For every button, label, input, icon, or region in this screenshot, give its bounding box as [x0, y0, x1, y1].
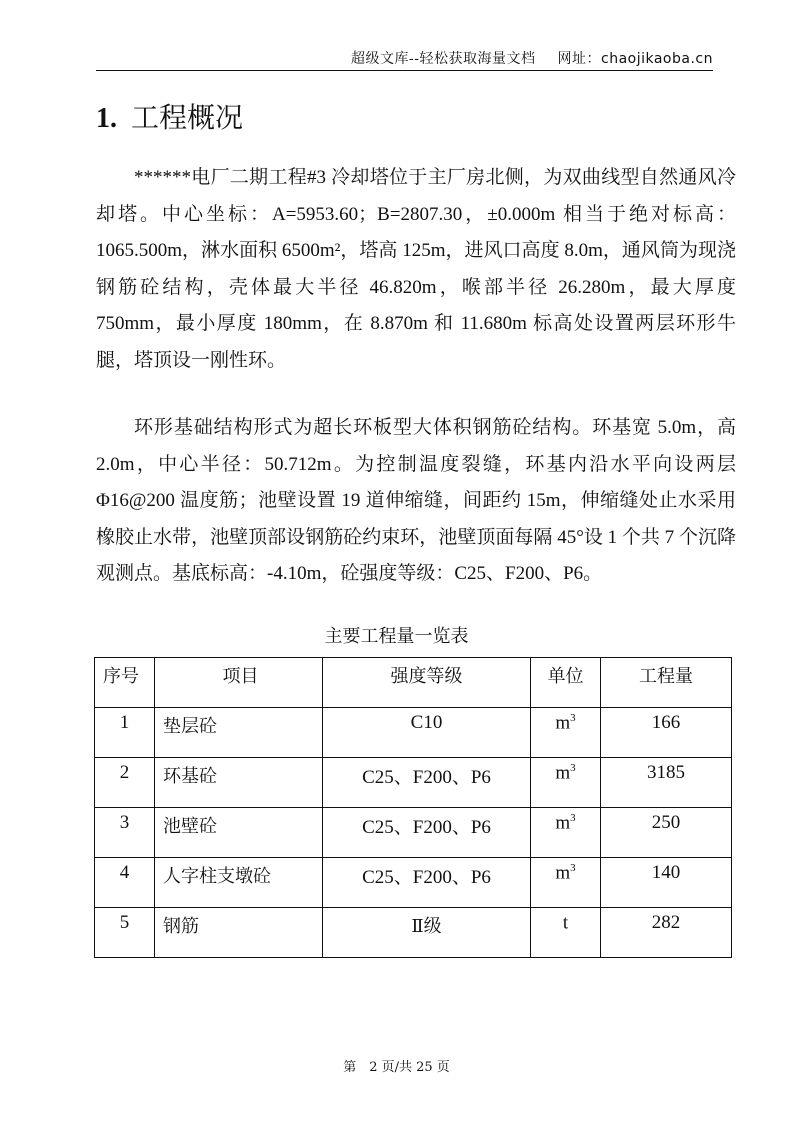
cell-qty: 140 — [601, 858, 732, 908]
section-title — [96, 96, 243, 136]
paragraph-foundation: 环形基础结构形式为超长环板型大体积钢筋砼结构。环基宽 5.0m，高 2.0m，中心半径：50.712m。为控制温度裂缝，环基内沿水平向设两层Φ16@200 温度筋；池壁设置 19 道伸缩缝，间距约 15m，伸缩缝处止水采用橡胶止水带，池壁顶部设钢筋砼约束环，池壁顶面每隔 45°设 1 个共 7 个沉降观测点。基底标高：-4.10m，砼强度等级：C25、F200、P6。 — [96, 417, 736, 584]
header-cell: 工程量 — [601, 658, 732, 708]
table-row — [95, 858, 732, 908]
header-cell: 项目 — [155, 658, 323, 708]
cell-unit: $m^3$ — [531, 758, 601, 808]
header-url[interactable]: chaojikaoba.cn — [601, 51, 713, 67]
cell-qty: 3185 — [601, 758, 732, 808]
cell-qty: 282 — [601, 908, 732, 958]
cell-qty: 166 — [601, 708, 732, 758]
cell-item: 垫层砼 — [155, 708, 323, 758]
section-title-text: 工程概况 — [131, 101, 244, 134]
table-row — [95, 758, 732, 808]
section-number: 1. — [96, 103, 117, 134]
cell-no: 3 — [95, 808, 155, 858]
header-site-name: 超级文库--轻松获取海量文档 — [351, 51, 536, 67]
table-caption: 主要工程量一览表 — [324, 626, 469, 647]
table-header-row — [95, 658, 732, 708]
cell-item: 钢筋 — [155, 908, 323, 958]
cell-item: 人字柱支墩砼 — [155, 858, 323, 908]
cell-grade: C25、F200、P6 — [323, 858, 531, 908]
header-url-label: 网址： — [557, 51, 601, 67]
cell-unit: $m^3$ — [531, 708, 601, 758]
cell-item: 池壁砼 — [155, 808, 323, 858]
cell-grade: Ⅱ级 — [323, 908, 531, 958]
cell-unit: t — [531, 908, 601, 958]
page-footer: 第 2 页/共 25 页 — [343, 1060, 450, 1075]
table-row — [95, 708, 732, 758]
cell-unit: $m^3$ — [531, 858, 601, 908]
header-cell: 强度等级 — [323, 658, 531, 708]
paragraph-overview: ******电厂二期工程#3 冷却塔位于主厂房北侧，为双曲线型自然通风冷却塔。中心坐标：A=5953.60；B=2807.30，±0.000m 相当于绝对标高：1065.500m，淋水面积 6500m²，塔高 125m，进风口高度 8.0m，通风筒为现浇钢筋砼结构，壳体最大半径 46.820m，喉部半径 26.280m，最大厚度 750mm，最小厚度 180mm，在 8.870m 和 11.680m 标高处设置两层环形牛腿，塔顶设一刚性环。 — [96, 167, 736, 371]
header-cell: 单位 — [531, 658, 601, 708]
quantity-table — [94, 657, 732, 958]
cell-no: 2 — [95, 758, 155, 808]
cell-unit: $m^3$ — [531, 808, 601, 858]
cell-item: 环基砼 — [155, 758, 323, 808]
cell-grade: C10 — [323, 708, 531, 758]
cell-qty: 250 — [601, 808, 732, 858]
header-text — [351, 48, 713, 68]
cell-grade: C25、F200、P6 — [323, 758, 531, 808]
page-header — [96, 48, 713, 71]
cell-grade: C25、F200、P6 — [323, 808, 531, 858]
header-cell: 序号 — [95, 658, 155, 708]
cell-no: 4 — [95, 858, 155, 908]
cell-no: 1 — [95, 708, 155, 758]
cell-no: 5 — [95, 908, 155, 958]
table-row — [95, 908, 732, 958]
table-row — [95, 808, 732, 858]
